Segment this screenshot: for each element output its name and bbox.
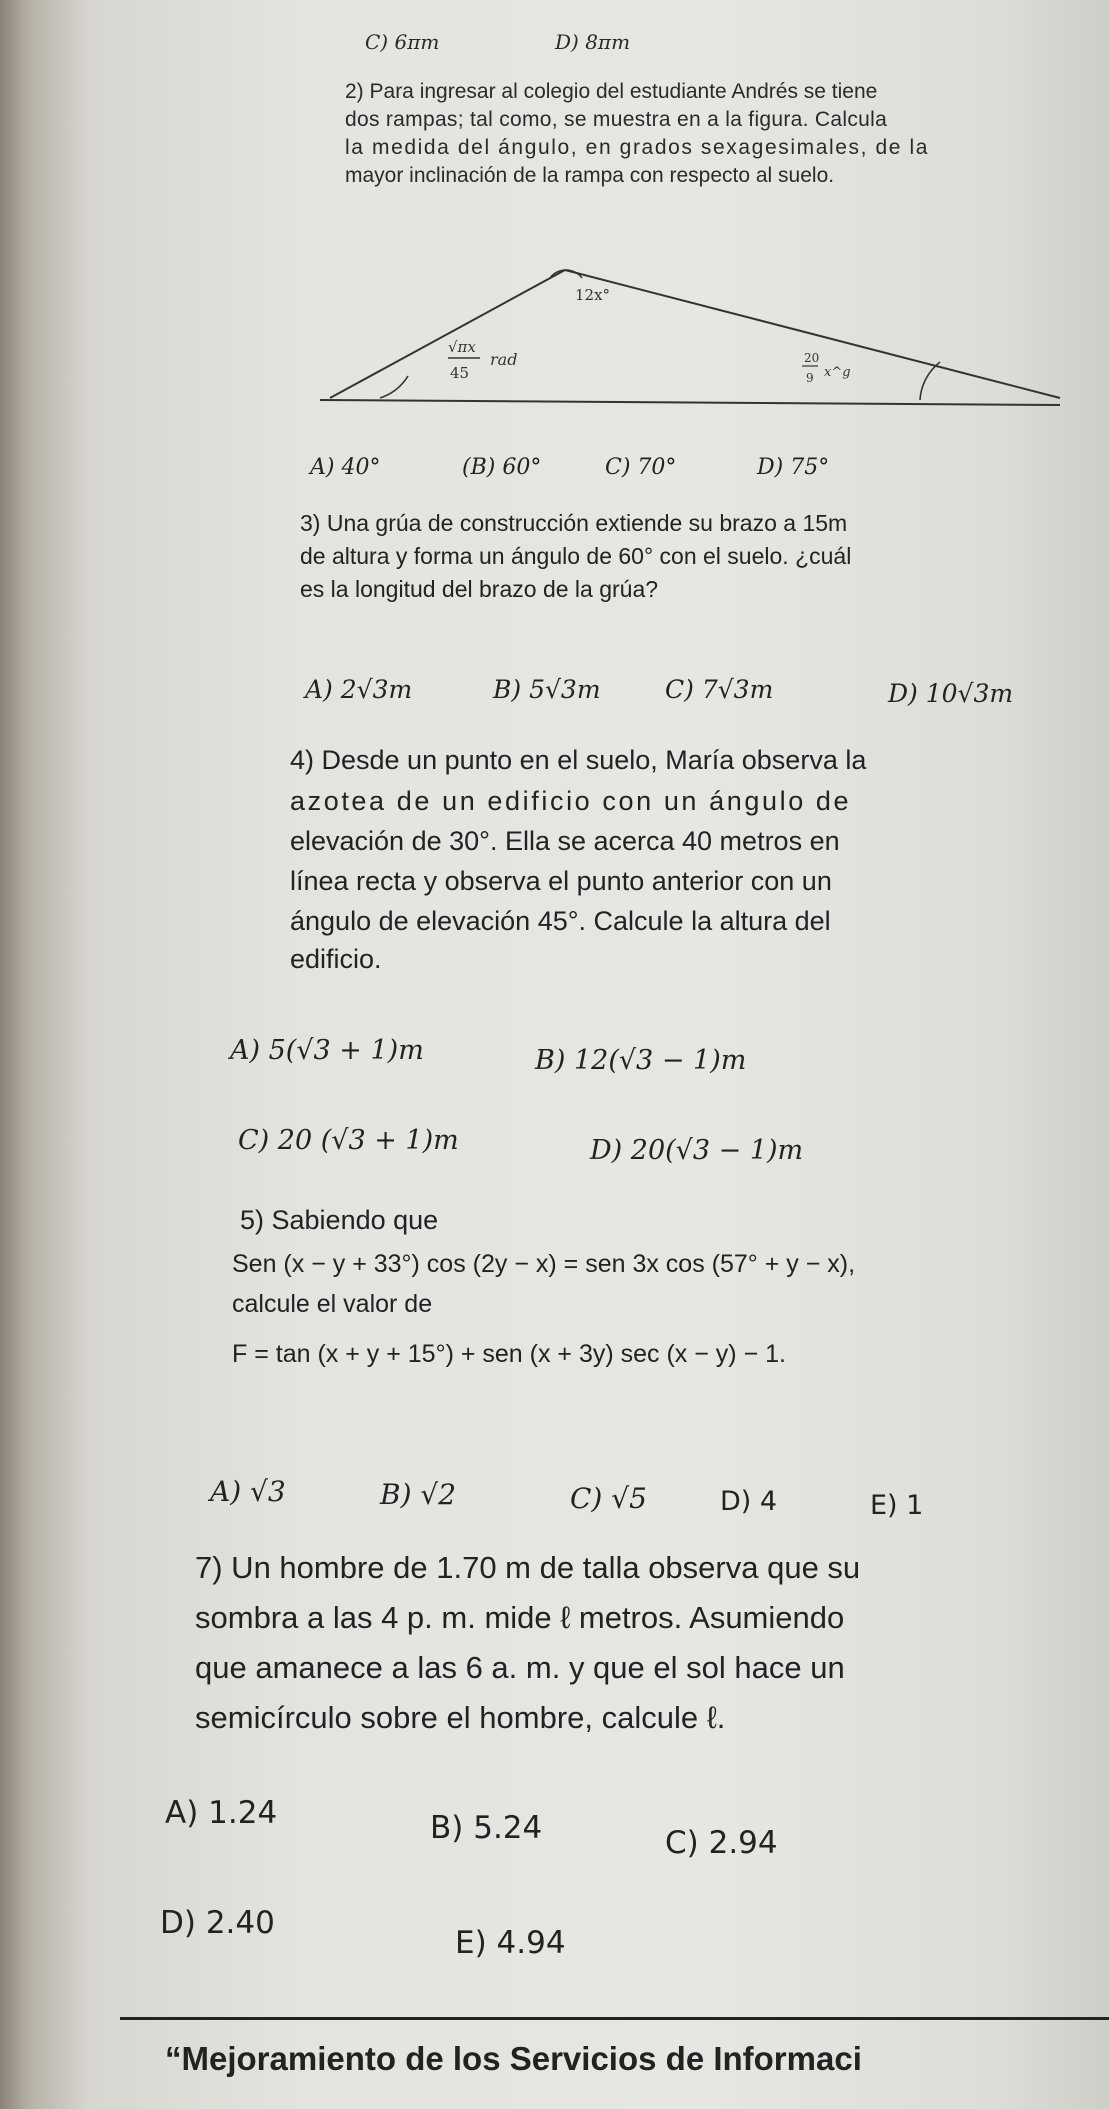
- q3-line-3: es la longitud del brazo de la grúa?: [300, 576, 659, 602]
- q4-line-3: elevación de 30°. Ella se acerca 40 metros en: [290, 826, 840, 856]
- q2-option-c: C) 70°: [605, 455, 677, 480]
- q3-line-2: de altura y forma un ángulo de 60° con el suelo. ¿cuál: [300, 543, 852, 569]
- option-d-prev: D) 8πm: [555, 30, 631, 54]
- q5-option-e: E) 1: [870, 1490, 924, 1521]
- left-angle-unit: rad: [490, 350, 518, 369]
- q5-expression: F = tan (x + y + 15°) + sen (x + 3y) sec (x − y) − 1.: [232, 1340, 786, 1368]
- q7-line-1: 7) Un hombre de 1.70 m de talla observa que su: [195, 1550, 861, 1585]
- q2-line-3: la medida del ángulo, en grados sexagesimales, de la: [345, 136, 930, 159]
- right-angle-unit: x^g: [824, 365, 851, 380]
- q2-option-a: A) 40°: [310, 455, 381, 480]
- q3-option-d: D) 10√3m: [888, 679, 1014, 708]
- q5-line-3: calcule el valor de: [232, 1290, 433, 1318]
- q5-option-d: D) 4: [720, 1486, 778, 1517]
- q2-line-4: mayor inclinación de la rampa con respecto al suelo.: [345, 164, 835, 187]
- right-angle-numerator: 20: [804, 351, 820, 365]
- q7-line-3: que amanece a las 6 a. m. y que el sol hace un: [195, 1650, 845, 1685]
- q2-option-d: D) 75°: [757, 455, 830, 480]
- q4-line-4: línea recta y observa el punto anterior con un: [290, 866, 832, 896]
- q4-line-2: azotea de un edificio con un ángulo de: [290, 786, 852, 816]
- footer-rule: [120, 2017, 1109, 2020]
- q7-option-c: C) 2.94: [665, 1825, 778, 1861]
- q4-option-c: C) 20 (√3 + 1)m: [238, 1125, 459, 1156]
- q4-option-a: A) 5(√3 + 1)m: [230, 1035, 424, 1066]
- q4-line-5: ángulo de elevación 45°. Calcule la altura del: [290, 906, 831, 936]
- q5-option-a: A) √3: [210, 1475, 286, 1508]
- q3-line-1: 3) Una grúa de construcción extiende su brazo a 15m: [300, 510, 848, 536]
- q3-option-c: C) 7√3m: [665, 675, 774, 704]
- q3-option-b: B) 5√3m: [493, 675, 601, 704]
- q7-line-2: sombra a las 4 p. m. mide ℓ metros. Asumiendo: [195, 1600, 845, 1635]
- right-angle-denominator: 9: [806, 371, 814, 385]
- q4-option-d: D) 20(√3 − 1)m: [590, 1135, 804, 1166]
- q5-equation: Sen (x − y + 33°) cos (2y − x) = sen 3x cos (57° + y − x),: [232, 1250, 856, 1278]
- footer-text: “Mejoramiento de los Servicios de Informaci: [165, 2040, 862, 2077]
- q7-option-b: B) 5.24: [430, 1810, 543, 1846]
- q7-option-e: E) 4.94: [455, 1925, 566, 1961]
- q7-option-a: A) 1.24: [165, 1795, 278, 1831]
- q5-option-c: C) √5: [570, 1482, 647, 1515]
- q2-option-b: (B) 60°: [462, 455, 542, 480]
- option-c-prev: C) 6πm: [365, 30, 440, 54]
- q2-line-1: 2) Para ingresar al colegio del estudiante Andrés se tiene: [345, 80, 878, 103]
- ramp-figure: [320, 240, 1080, 420]
- q5-option-b: B) √2: [380, 1478, 457, 1511]
- q4-line-1: 4) Desde un punto en el suelo, María observa la: [290, 745, 867, 775]
- q2-line-2: dos rampas; tal como, se muestra en a la figura. Calcula: [345, 108, 888, 131]
- q3-option-a: A) 2√3m: [305, 675, 413, 704]
- apex-angle-label: 12x°: [575, 286, 611, 304]
- q7-option-d: D) 2.40: [160, 1905, 275, 1941]
- q5-line-1: 5) Sabiendo que: [240, 1205, 439, 1235]
- q4-line-6: edificio.: [290, 944, 382, 974]
- left-angle-denominator: 45: [450, 364, 470, 382]
- left-angle-numerator: √πx: [448, 338, 476, 356]
- q4-option-b: B) 12(√3 − 1)m: [535, 1045, 747, 1076]
- q7-line-4: semicírculo sobre el hombre, calcule ℓ.: [195, 1700, 726, 1735]
